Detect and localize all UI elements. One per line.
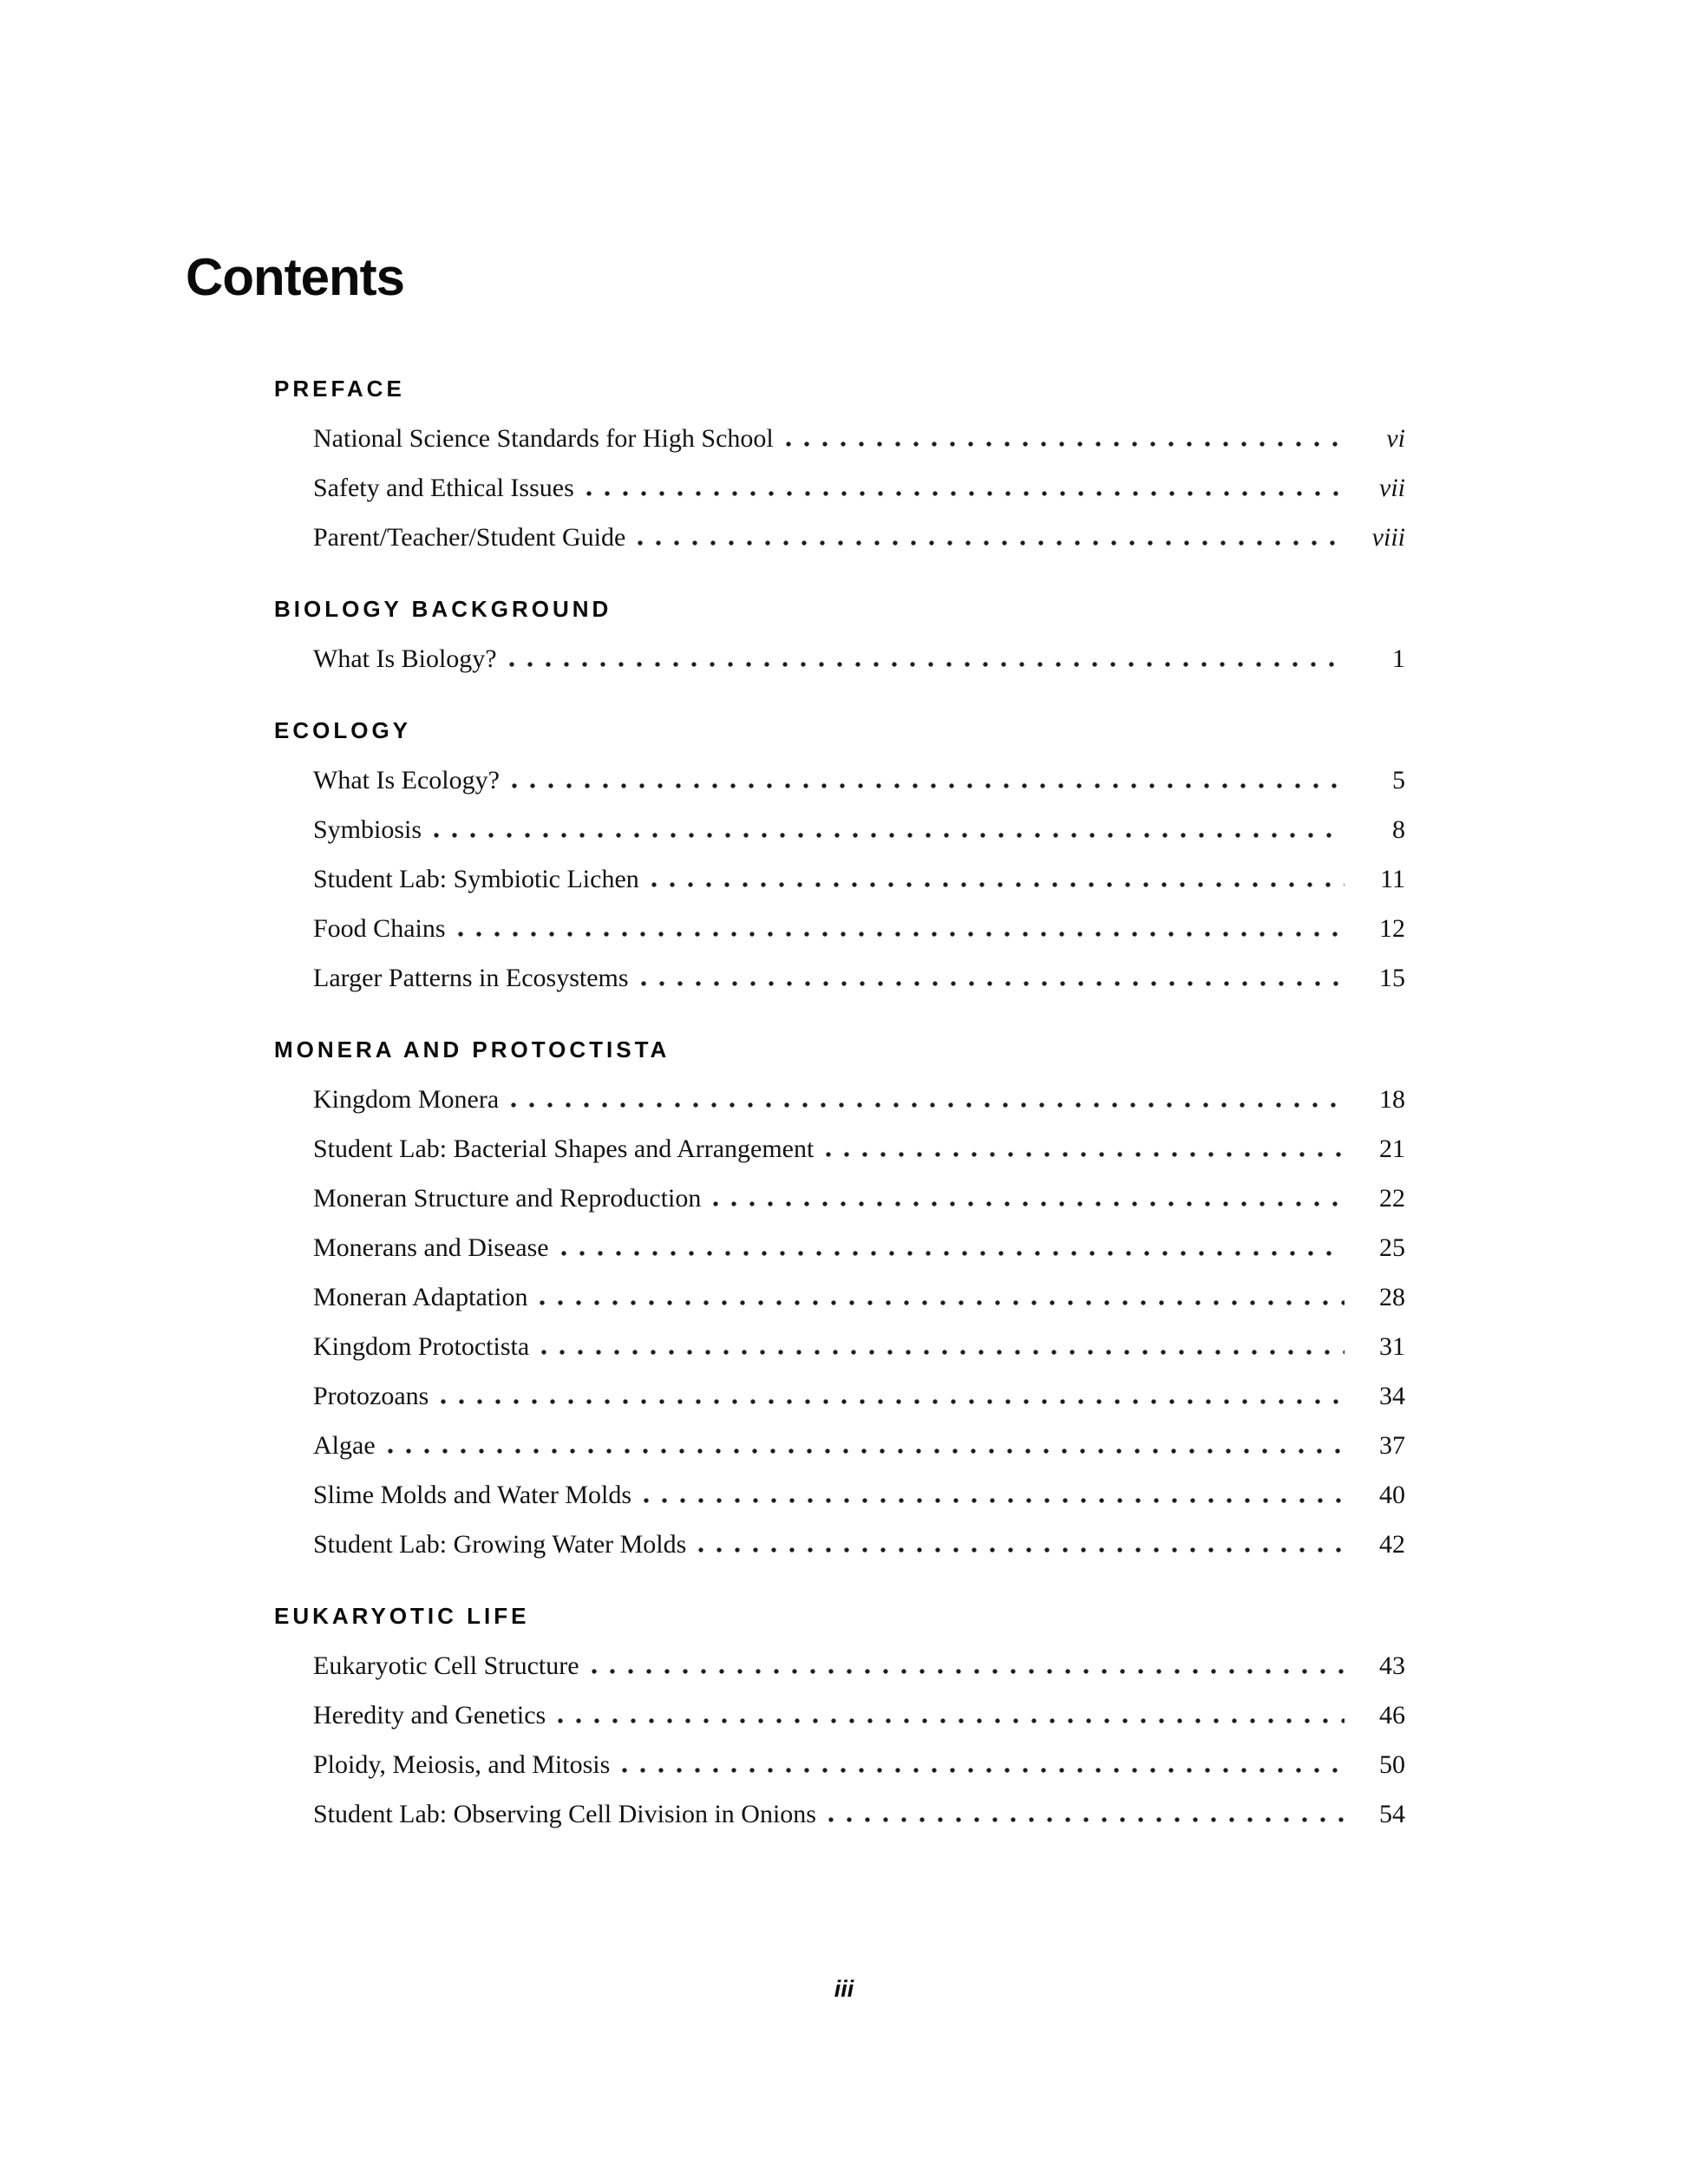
toc-entry <box>313 767 1405 794</box>
dot-leader <box>622 1767 1345 1774</box>
dot-leader <box>561 1250 1345 1257</box>
entry-page-number: viii <box>1371 523 1405 552</box>
toc-entry <box>313 816 1405 843</box>
entry-page-number: 43 <box>1379 1651 1405 1680</box>
entry-title: Ploidy, Meiosis, and Mitosis <box>313 1750 611 1779</box>
dot-leader <box>512 782 1345 789</box>
dot-leader <box>434 832 1345 839</box>
toc-entry <box>313 1383 1405 1409</box>
entry-page-number: 50 <box>1379 1750 1405 1779</box>
entry-page-number: 25 <box>1379 1233 1405 1262</box>
entry-title: Student Lab: Symbiotic Lichen <box>313 865 639 893</box>
entry-page-number: vii <box>1379 474 1405 502</box>
section-entries <box>313 1086 1405 1558</box>
toc-entry <box>313 425 1405 452</box>
entry-title: Student Lab: Observing Cell Division in Onions <box>313 1800 816 1828</box>
entry-page-number: 5 <box>1392 766 1405 794</box>
entry-title: Larger Patterns in Ecosystems <box>313 964 629 992</box>
dot-leader <box>641 980 1345 987</box>
entry-title: Parent/Teacher/Student Guide <box>313 523 626 552</box>
entry-title: Symbiosis <box>313 815 422 844</box>
table-of-contents <box>274 375 1405 1828</box>
entry-title: Food Chains <box>313 914 446 943</box>
entry-page-number: 46 <box>1379 1701 1405 1730</box>
toc-entry <box>313 1481 1405 1508</box>
entry-title: What Is Biology? <box>313 644 497 673</box>
entry-title: Moneran Adaptation <box>313 1283 528 1311</box>
section-monera-and-protoctista <box>274 1036 1405 1558</box>
entry-page-number: 54 <box>1379 1800 1405 1828</box>
entry-title: Moneran Structure and Reproduction <box>313 1184 702 1213</box>
dot-leader <box>592 1668 1345 1675</box>
toc-entry <box>313 1531 1405 1558</box>
toc-entry <box>313 645 1405 672</box>
section-heading: EUKARYOTIC LIFE <box>274 1603 530 1629</box>
toc-entry <box>313 1185 1405 1212</box>
dot-leader <box>828 1816 1345 1823</box>
section-ecology <box>274 716 1405 991</box>
toc-entry <box>313 1652 1405 1679</box>
entry-page-number: 28 <box>1379 1283 1405 1311</box>
dot-leader <box>511 1102 1345 1108</box>
entry-title: Kingdom Protoctista <box>313 1332 530 1361</box>
dot-leader <box>644 1497 1345 1504</box>
dot-leader <box>388 1448 1345 1455</box>
dot-leader <box>558 1717 1345 1724</box>
dot-leader <box>458 931 1345 938</box>
toc-entry <box>313 1801 1405 1828</box>
toc-entry <box>313 524 1405 551</box>
dot-leader <box>651 881 1345 888</box>
content-area <box>186 250 1405 1828</box>
toc-entry <box>313 1234 1405 1261</box>
entry-title: Protozoans <box>313 1382 429 1410</box>
toc-entry <box>313 866 1405 893</box>
section-heading: PREFACE <box>274 376 405 402</box>
entry-title: Eukaryotic Cell Structure <box>313 1651 579 1680</box>
section-eukaryotic-life <box>274 1602 1405 1828</box>
toc-entry <box>313 1135 1405 1162</box>
entry-page-number: 34 <box>1379 1382 1405 1410</box>
entry-page-number: 21 <box>1379 1135 1405 1163</box>
toc-entry <box>313 1086 1405 1113</box>
dot-leader <box>638 539 1345 546</box>
entry-page-number: 1 <box>1392 644 1405 673</box>
entry-title: Kingdom Monera <box>313 1085 500 1114</box>
entry-page-number: 15 <box>1379 964 1405 992</box>
entry-title: Algae <box>313 1431 376 1460</box>
entry-title: Monerans and Disease <box>313 1233 549 1262</box>
entry-page-number: 22 <box>1379 1184 1405 1213</box>
entry-page-number: 31 <box>1379 1332 1405 1361</box>
entry-page-number: 42 <box>1379 1530 1405 1559</box>
section-entries <box>313 1652 1405 1828</box>
dot-leader <box>586 490 1345 497</box>
section-entries <box>313 645 1405 672</box>
entry-title: Student Lab: Growing Water Molds <box>313 1530 687 1559</box>
dot-leader <box>441 1398 1345 1405</box>
entry-page-number: 12 <box>1379 914 1405 943</box>
entry-title: Slime Molds and Water Molds <box>313 1481 632 1509</box>
entry-title: National Science Standards for High School <box>313 424 774 453</box>
entry-title: Student Lab: Bacterial Shapes and Arrangement <box>313 1135 815 1163</box>
entry-page-number: 37 <box>1379 1431 1405 1460</box>
section-entries <box>313 425 1405 551</box>
dot-leader <box>826 1151 1345 1158</box>
toc-entry <box>313 1702 1405 1729</box>
dot-leader <box>786 441 1345 448</box>
section-heading: BIOLOGY BACKGROUND <box>274 596 612 622</box>
entry-page-number: 18 <box>1379 1085 1405 1114</box>
section-entries <box>313 767 1405 991</box>
entry-page-number: 11 <box>1380 865 1405 893</box>
page-title: Contents <box>186 248 404 306</box>
page-folio: iii <box>834 1976 854 2002</box>
entry-title: Heredity and Genetics <box>313 1701 546 1730</box>
dot-leader <box>698 1546 1345 1553</box>
entry-title: Safety and Ethical Issues <box>313 474 574 502</box>
toc-entry <box>313 1333 1405 1360</box>
section-heading: ECOLOGY <box>274 717 412 743</box>
section-preface <box>274 375 1405 551</box>
toc-entry <box>313 1284 1405 1311</box>
entry-page-number: 40 <box>1379 1481 1405 1509</box>
toc-entry <box>313 474 1405 501</box>
entry-page-number: vi <box>1386 424 1405 453</box>
toc-entry <box>313 915 1405 942</box>
section-heading: MONERA AND PROTOCTISTA <box>274 1036 671 1063</box>
dot-leader <box>541 1349 1345 1356</box>
section-biology-background <box>274 595 1405 672</box>
entry-title: What Is Ecology? <box>313 766 500 794</box>
toc-entry <box>313 1432 1405 1459</box>
dot-leader <box>509 661 1345 668</box>
toc-entry <box>313 964 1405 991</box>
dot-leader <box>540 1299 1345 1306</box>
entry-page-number: 8 <box>1392 815 1405 844</box>
toc-entry <box>313 1751 1405 1778</box>
dot-leader <box>713 1200 1345 1207</box>
